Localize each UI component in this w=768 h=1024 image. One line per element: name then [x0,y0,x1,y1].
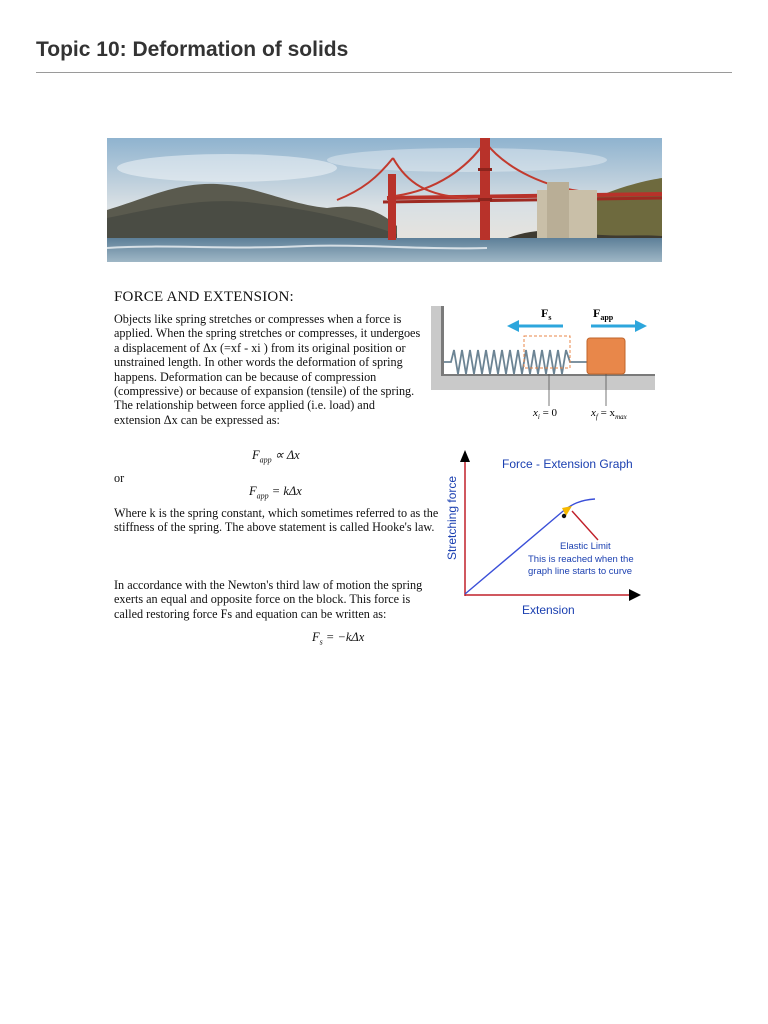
page-title: Topic 10: Deformation of solids [36,38,349,61]
bridge-banner-image [107,138,662,262]
elastic-limit-point [562,514,566,518]
spring-block-figure [431,302,655,426]
graph-title: Force - Extension Graph [502,457,633,471]
x-axis-arrow [629,589,641,601]
xf-label: $x_f = x_{max}$ [591,407,627,421]
eq1-rhs: ∝ Δx [271,448,300,462]
or-word: or [114,471,125,485]
restoring-force-equation [312,630,364,647]
x-axis-label: Extension [522,603,575,617]
floor [441,374,655,390]
block [587,338,625,374]
proportionality-equation [252,447,300,465]
section-heading: FORCE AND EXTENSION: [114,289,294,305]
eq2-lhs: F [249,484,257,498]
bridge-illustration [107,138,662,262]
y-axis-label: Stretching force [445,475,459,560]
fs-label: $F_s$ [541,306,552,322]
spring-diagram [431,302,655,426]
restoring-force-paragraph: In accordance with the Newton's third law of motion the spring exerts an equal and opposite force on the block. This force is called restoring force Fs and equation can be written as: [114,578,423,621]
annotation-line-2: graph line starts to curve [528,566,633,577]
annotation-line-1: This is reached when the [528,554,634,565]
y-axis-arrow [460,450,470,462]
fapp-label: $F_{app}$ [593,306,614,322]
eq3-rhs: = −kΔx [322,630,365,644]
eq1-subscript: app [259,455,272,465]
hookes-law-equation [249,484,302,501]
spring-constant-paragraph: Where k is the spring constant, which sometimes referred to as the stiffness of the spring. The above statement is called Hooke's law. [114,506,439,535]
elastic-limit-label: Elastic Limit [560,541,611,552]
annotation-pointer [572,511,598,540]
eq3-subscript: s [319,637,323,647]
graph-svg [440,448,662,624]
eq3-lhs: F [312,630,320,644]
eq2-subscript: app [256,491,269,501]
intro-paragraph: Objects like spring stretches or compresses when a force is applied. When the spring stretches or compresses, it undergoes a displacement of Δx (=xf - xi ) from its original position or unstrained length. In other words the deformation of spring happens. Deformation can be because of compression (compressive) or because of expansion (tensile) of the spring. The relationship between force applied (i.e. load) and extension Δx can be expressed as: [114,312,421,427]
eq2-rhs: = kΔx [268,484,302,498]
wall [431,306,441,390]
eq1-lhs: F [252,448,260,462]
xi-label: $x_i = 0$ [533,407,558,421]
force-extension-graph [440,448,662,624]
title-divider [36,72,732,73]
